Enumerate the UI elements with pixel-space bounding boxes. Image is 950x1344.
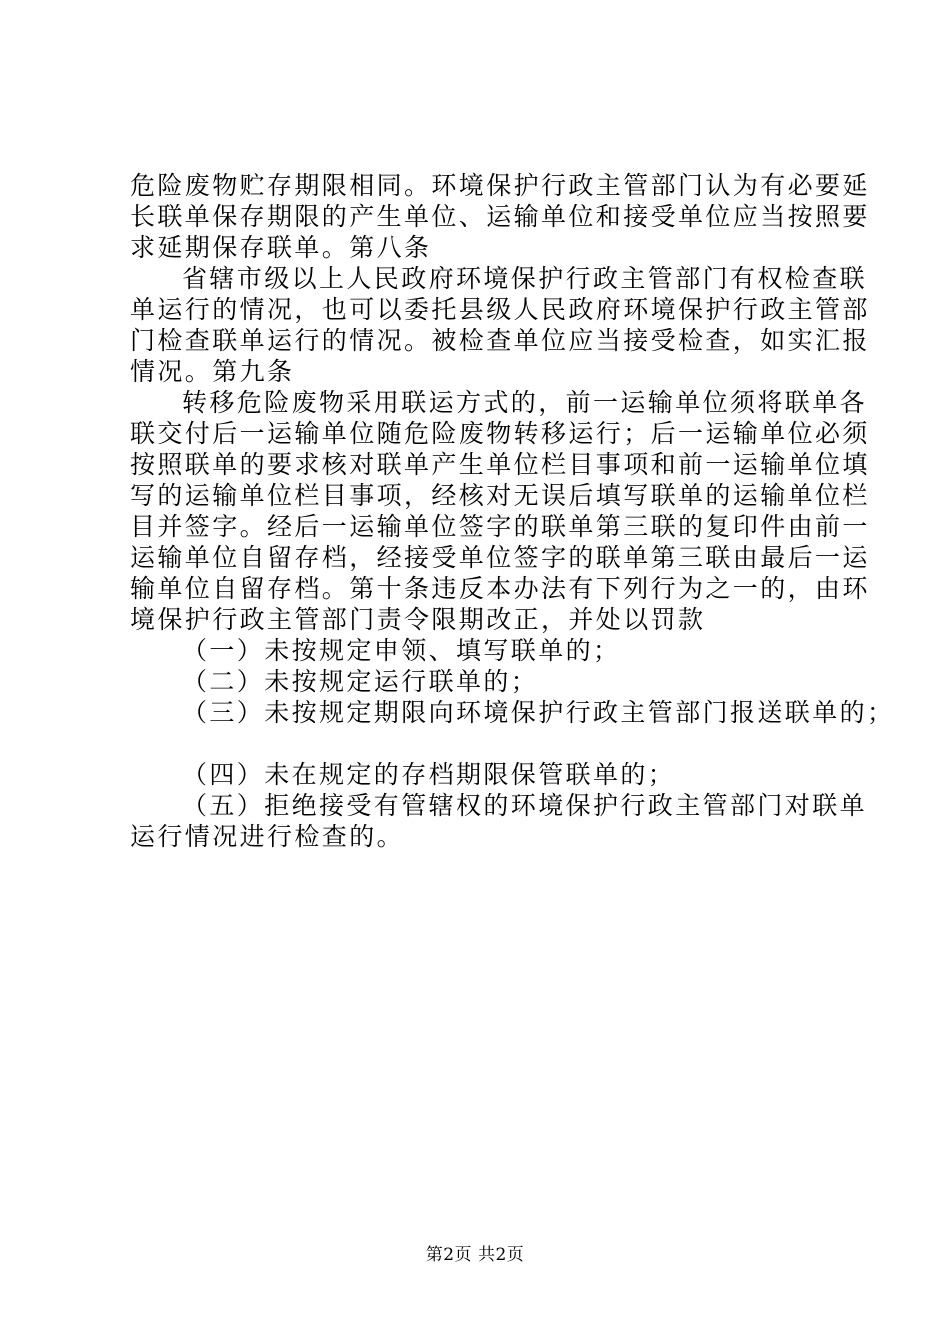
- list-item-5: （五）拒绝接受有管辖权的环境保护行政主管部门对联单: [182, 791, 868, 820]
- paragraph-start-line: 转移危险废物采用联运方式的，前一运输单位须将联单各: [182, 388, 868, 417]
- document-body: [130, 170, 895, 852]
- paragraph-start-line: 省辖市级以上人民政府环境保护行政主管部门有权检查联: [182, 264, 868, 293]
- text-line: 长联单保存期限的产生单位、运输单位和接受单位应当按照要: [130, 202, 870, 231]
- list-item-2: （二）未按规定运行联单的；: [182, 667, 539, 696]
- text-line: 按照联单的要求核对联单产生单位栏目事项和前一运输单位填: [130, 450, 870, 479]
- blank-line: [130, 728, 830, 759]
- text-line: 联交付后一运输单位随危险废物转移运行；后一运输单位必须: [130, 419, 870, 448]
- text-line: 危险废物贮存期限相同。环境保护行政主管部门认为有必要延: [130, 171, 870, 200]
- text-line: 境保护行政主管部门责令限期改正，并处以罚款: [130, 605, 706, 634]
- text-line: 目并签字。经后一运输单位签字的联单第三联的复印件由前一: [130, 512, 870, 541]
- list-item-4: （四）未在规定的存档期限保管联单的；: [182, 760, 676, 789]
- text-line: 运输单位自留存档，经接受单位签字的联单第三联由最后一运: [130, 543, 870, 572]
- text-line: 求延期保存联单。第八条: [130, 233, 432, 262]
- text-line: 输单位自留存档。第十条违反本办法有下列行为之一的，由环: [130, 574, 870, 603]
- text-line: 运行情况进行检查的。: [130, 822, 405, 851]
- list-item-3: （三）未按规定期限向环境保护行政主管部门报送联单的；: [182, 698, 895, 727]
- list-item-1: （一）未按规定申领、填写联单的；: [182, 636, 621, 665]
- page-footer: 第2页 共2页: [425, 1245, 525, 1265]
- text-line: 情况。第九条: [130, 357, 295, 386]
- text-line: 门检查联单运行的情况。被检查单位应当接受检查，如实汇报: [130, 326, 870, 355]
- text-line: 单运行的情况，也可以委托县级人民政府环境保护行政主管部: [130, 295, 870, 324]
- text-line: 写的运输单位栏目事项，经核对无误后填写联单的运输单位栏: [130, 481, 870, 510]
